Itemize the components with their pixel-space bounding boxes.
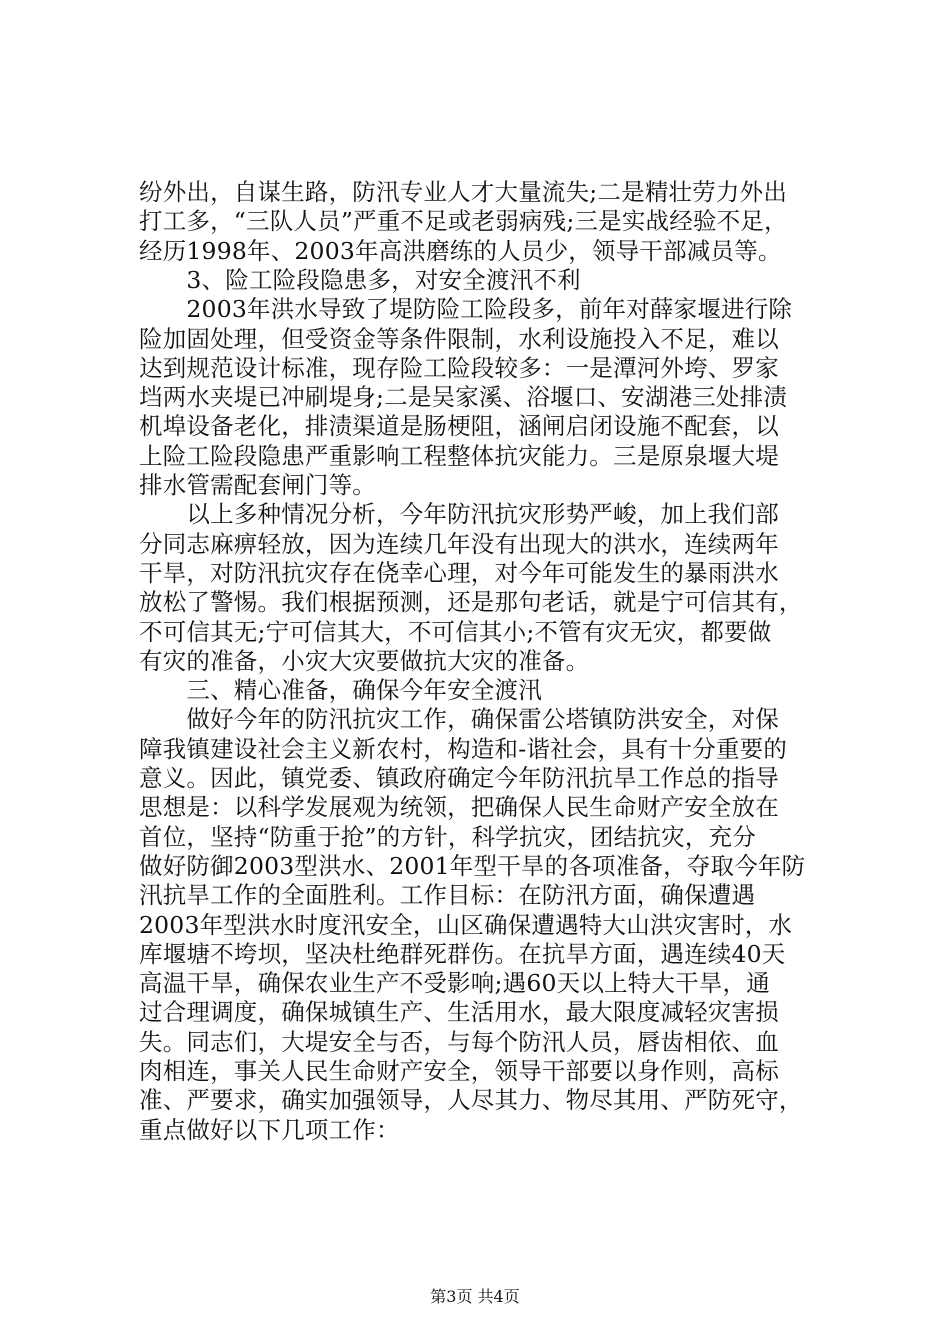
text-line: 2003年洪水导致了堤防险工险段多，前年对薛家堰进行除 (139, 295, 793, 324)
text-line: 经历1998年、2003年高洪磨练的人员少，领导干部减员等。 (139, 236, 782, 265)
page-footer: 第3页 共4页 (430, 1287, 520, 1306)
text-line: 2003年型洪水时度汛安全，山区确保遭遇特大山洪灾害时，水 (139, 910, 793, 939)
text-line: 汛抗旱工作的全面胜利。工作目标：在防汛方面，确保遭遇 (139, 881, 756, 910)
text-line: 库堰塘不垮坝，坚决杜绝群死群伤。在抗旱方面，遇连续40天 (139, 939, 786, 968)
text-line: 3、险工险段隐患多，对安全渡汛不利 (139, 265, 581, 294)
text-line: 打工多，“三队人员”严重不足或老弱病残;三是实战经验不足， (139, 207, 788, 236)
text-line: 分同志麻痹轻放，因为连续几年没有出现大的洪水，连续两年 (139, 529, 779, 558)
text-line: 过合理调度，确保城镇生产、生活用水，最大限度减轻灾害损 (139, 998, 779, 1027)
text-line: 以上多种情况分析，今年防汛抗灾形势严峻，加上我们部 (139, 500, 779, 529)
text-line: 排水管需配套闸门等。 (139, 471, 376, 499)
text-line: 首位，坚持“防重于抢”的方针，科学抗灾，团结抗灾，充分 (139, 822, 756, 851)
text-line: 放松了警惕。我们根据预测，还是那句老话，就是宁可信其有， (139, 588, 803, 617)
text-line: 纷外出，自谋生路，防汛专业人才大量流失;二是精壮劳力外出 (139, 178, 788, 206)
text-line: 肉相连，事关人民生命财产安全，领导干部要以身作则，高标 (139, 1057, 779, 1085)
text-line: 达到规范设计标准，现存险工险段较多：一是潭河外垮、罗家 (139, 353, 779, 382)
text-line: 险加固处理，但受资金等条件限制，水利设施投入不足，难以 (139, 324, 779, 353)
text-line: 上险工险段隐患严重影响工程整体抗灾能力。三是原泉堰大堤 (139, 441, 779, 470)
text-line: 障我镇建设社会主义新农村，构造和-谐社会，具有十分重要的 (139, 734, 788, 763)
text-line: 准、严要求，确实加强领导，人尽其力、物尽其用、严防死守， (139, 1086, 803, 1115)
text-line: 做好防御2003型洪水、2001年型干旱的各项准备，夺取今年防 (139, 851, 806, 880)
text-line: 机埠设备老化，排渍渠道是肠梗阻，涵闸启闭设施不配套，以 (139, 412, 779, 441)
text-line: 不可信其无;宁可信其大，不可信其小;不管有灾无灾，都要做 (139, 617, 772, 646)
text-line: 有灾的准备，小灾大灾要做抗大灾的准备。 (139, 646, 590, 675)
text-line: 意义。因此，镇党委、镇政府确定今年防汛抗旱工作总的指导 (139, 764, 779, 792)
text-line: 做好今年的防汛抗灾工作，确保雷公塔镇防洪安全，对保 (139, 705, 779, 734)
text-line: 思想是：以科学发展观为统领，把确保人民生命财产安全放在 (139, 793, 779, 822)
text-line: 高温干旱，确保农业生产不受影响;遇60天以上特大干旱，通 (139, 969, 770, 998)
text-line: 垱两水夹堤已冲刷堤身;二是吴家溪、浴堰口、安湖港三处排渍 (139, 383, 788, 412)
text-line: 干旱，对防汛抗灾存在侥幸心理，对今年可能发生的暴雨洪水 (139, 558, 779, 587)
text-line: 三、精心准备，确保今年安全渡汛 (139, 676, 542, 705)
text-line: 失。同志们，大堤安全与否，与每个防汛人员，唇齿相依、血 (139, 1027, 779, 1056)
text-line: 重点做好以下几项工作： (139, 1115, 400, 1144)
